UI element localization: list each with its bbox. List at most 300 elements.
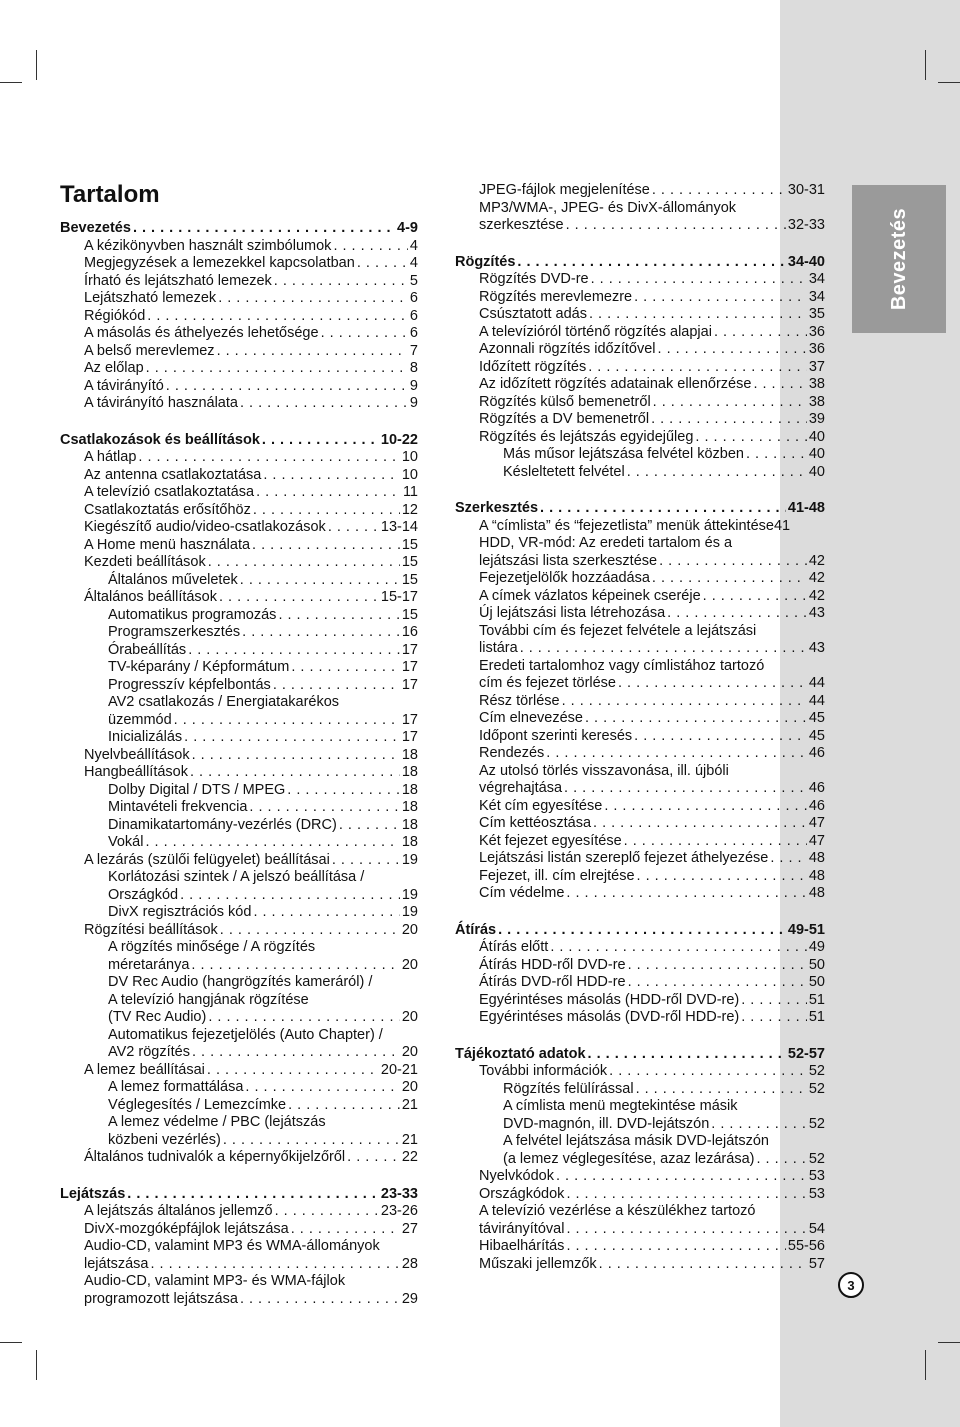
toc-entry-title: Progresszív képfelbontás — [108, 676, 271, 693]
dot-leader — [288, 1097, 400, 1115]
toc-entry-title: közbeni vezérlés) — [108, 1131, 221, 1148]
dot-leader — [634, 728, 807, 746]
dot-leader — [146, 360, 408, 378]
toc-entry-page: 21 — [401, 1131, 418, 1148]
toc-entry-page: 17 — [401, 659, 418, 675]
toc-entry — [455, 359, 825, 377]
toc-entry — [60, 1027, 418, 1045]
dot-leader — [166, 378, 408, 396]
toc-entry-page: 12 — [401, 501, 418, 518]
toc-entry-title: Cím védelme — [479, 885, 565, 901]
toc-entry — [60, 729, 418, 747]
toc-entry — [60, 1079, 418, 1097]
toc-entry — [60, 1291, 418, 1309]
dot-leader — [520, 640, 807, 658]
toc-entry-title: méretaránya — [108, 956, 190, 973]
toc-entry-title: JPEG-fájlok megjelenítése — [479, 182, 650, 198]
dot-leader — [208, 554, 400, 572]
toc-entry — [60, 537, 418, 555]
toc-entry-title: Lejátszási listán szereplő fejezet áthelyezése — [479, 850, 769, 866]
crop-mark — [36, 50, 37, 80]
toc-entry — [60, 467, 418, 485]
toc-entry-page: 22 — [401, 1149, 418, 1165]
toc-entry-title: Az utolsó törlés visszavonása, ill. újbóli — [479, 762, 729, 779]
toc-entry-page: 50 — [808, 956, 825, 973]
toc-entry — [60, 589, 418, 607]
toc-entry — [455, 1133, 825, 1151]
toc-entry — [60, 607, 418, 625]
toc-entry-page: 51 — [808, 1009, 825, 1025]
toc-entry-page: 37 — [808, 358, 825, 375]
toc-entry — [455, 182, 825, 200]
toc-entry-title: A címlista menü megtekintése másik — [503, 1098, 738, 1114]
toc-entry-title: Nyelvbeállítások — [84, 746, 190, 763]
toc-entry-title: Bevezetés — [60, 220, 131, 236]
toc-entry-page: 40 — [808, 446, 825, 462]
toc-entry — [455, 1203, 825, 1221]
toc-entry-page: 17 — [401, 641, 418, 658]
toc-entry — [455, 798, 825, 816]
toc-entry — [455, 394, 825, 412]
toc-entry-title: lejátszási lista szerkesztése — [479, 552, 658, 569]
dot-leader — [192, 1044, 400, 1062]
toc-entry — [455, 1151, 825, 1169]
toc-entry-page: 20 — [401, 1079, 418, 1095]
dot-leader — [147, 308, 408, 326]
dot-leader — [634, 289, 807, 307]
dot-leader — [652, 182, 786, 200]
dot-leader — [653, 394, 807, 412]
toc-entry-title: Programszerkesztés — [108, 624, 241, 640]
toc-entry-title: Azonnali rögzítés időzítővel — [479, 341, 656, 357]
toc-section-heading — [455, 1046, 825, 1064]
dot-leader — [593, 815, 807, 833]
page-number: 3 — [838, 1272, 864, 1298]
dot-leader — [627, 464, 807, 482]
toc-entry-page: 8 — [409, 360, 418, 376]
toc-entry-title: Szerkesztés — [455, 500, 539, 516]
toc-entry-page: 48 — [808, 850, 825, 866]
dot-leader — [347, 1149, 400, 1167]
toc-entry — [60, 834, 418, 852]
toc-entry-page: 10 — [401, 466, 418, 483]
toc-entry — [60, 502, 418, 520]
toc-entry-page: 48 — [808, 867, 825, 884]
toc-entry-page: 15 — [401, 536, 418, 553]
toc-entry-title: Két fejezet egyesítése — [479, 832, 622, 849]
toc-entry-page: 36 — [808, 341, 825, 357]
toc-entry — [455, 974, 825, 992]
dot-leader — [618, 675, 807, 693]
crop-mark — [938, 1342, 960, 1343]
toc-entry-title: Írható és lejátszható lemezek — [84, 272, 272, 289]
toc-entry — [455, 1081, 825, 1099]
toc-entry-page: 53 — [808, 1168, 825, 1184]
section-gap — [455, 235, 825, 254]
dot-leader — [184, 729, 400, 747]
toc-entry-title: Hangbeállítások — [84, 764, 188, 780]
toc-entry-title: Kezdeti beállítások — [84, 554, 206, 570]
toc-entry-title: Két cím egyesítése — [479, 797, 603, 814]
toc-entry — [455, 1168, 825, 1186]
toc-entry-page: 9 — [409, 395, 418, 411]
toc-entry-page: 42 — [808, 570, 825, 586]
toc-entry — [60, 887, 418, 905]
toc-entry-title: A másolás és áthelyezés lehetősége — [84, 325, 319, 341]
toc-entry — [60, 799, 418, 817]
dot-leader — [242, 624, 400, 642]
dot-leader — [127, 1186, 379, 1204]
toc-entry-title: AV2 csatlakozás / Energiatakarékos — [108, 694, 340, 710]
toc-entry-page: 52 — [808, 1063, 825, 1079]
toc-entry — [60, 974, 418, 992]
dot-leader — [218, 290, 408, 308]
dot-leader — [695, 429, 806, 447]
toc-entry-page: 6 — [409, 290, 418, 306]
toc-entry-page: 52 — [808, 1150, 825, 1167]
toc-entry — [60, 1238, 418, 1256]
toc-entry-title: A kézikönyvben használt szimbólumok — [84, 237, 332, 254]
toc-entry-title: MP3/WMA-, JPEG- és DivX-állományok — [479, 199, 737, 216]
toc-entry-title: Az antenna csatlakoztatása — [84, 466, 262, 483]
toc-entry — [60, 1256, 418, 1274]
toc-entry — [60, 764, 418, 782]
dot-leader — [546, 745, 807, 763]
toc-entry-title: További információk — [479, 1063, 608, 1079]
toc-entry — [60, 484, 418, 502]
dot-leader — [741, 1009, 807, 1027]
toc-entry-page: 7 — [409, 342, 418, 359]
toc-entry-page: 20 — [401, 1009, 418, 1025]
toc-entry-title: Csatlakozások és beállítások — [60, 431, 260, 448]
toc-entry-page: 42 — [808, 552, 825, 569]
toc-entry-title: A rögzítés minősége / A rögzítés — [108, 939, 316, 955]
toc-entry-title: Véglegesítés / Lemezcímke — [108, 1096, 287, 1113]
dot-leader — [585, 710, 807, 728]
toc-entry-title: Megjegyzések a lemezekkel kapcsolatban — [84, 255, 355, 271]
toc-entry — [455, 464, 825, 482]
toc-entry — [455, 675, 825, 693]
dot-leader — [240, 572, 400, 590]
dot-leader — [703, 588, 807, 606]
toc-entry — [455, 1009, 825, 1027]
toc-entry-title: Hibaelhárítás — [479, 1238, 565, 1254]
toc-entry-title: Lejátszható lemezek — [84, 290, 217, 306]
toc-entry-page: 47 — [808, 832, 825, 849]
dot-leader — [566, 1238, 785, 1256]
toc-entry — [60, 308, 418, 326]
toc-entry — [455, 763, 825, 781]
toc-entry — [60, 992, 418, 1010]
toc-entry-title: távirányítóval — [479, 1220, 565, 1237]
crop-mark — [36, 1350, 37, 1380]
dot-leader — [756, 1151, 806, 1169]
toc-entry — [60, 817, 418, 835]
toc-entry-title: A belső merevlemez — [84, 342, 215, 359]
dot-leader — [636, 1081, 807, 1099]
dot-leader — [566, 885, 806, 903]
toc-entry-title: Az előlap — [84, 360, 144, 376]
page-title: Tartalom — [60, 181, 160, 208]
toc-entry-page: 49-51 — [787, 921, 825, 938]
toc-entry-page: 53 — [808, 1185, 825, 1202]
section-gap — [455, 1027, 825, 1046]
toc-entry-title: (a lemez véglegesítése, azaz lezárása) — [503, 1150, 755, 1167]
toc-entry-title: (TV Rec Audio) — [108, 1009, 207, 1025]
toc-entry — [60, 939, 418, 957]
toc-entry-title: Csatlakoztatás erősítőhöz — [84, 501, 251, 518]
dot-leader — [180, 887, 400, 905]
toc-entry-title: listára — [479, 640, 518, 656]
toc-entry-title: Rögzítés merevlemezre — [479, 288, 633, 305]
toc-entry — [455, 324, 825, 342]
toc-entry — [60, 869, 418, 887]
section-gap — [455, 903, 825, 922]
section-tab — [852, 185, 946, 333]
toc-entry-title: végrehajtása — [479, 780, 563, 796]
toc-entry-page: 52 — [808, 1115, 825, 1132]
toc-entry-page: 43 — [808, 640, 825, 656]
toc-entry-page: 40 — [808, 428, 825, 445]
toc-entry-page: 40 — [808, 463, 825, 480]
section-gap — [60, 1167, 418, 1186]
toc-entry-page: 21 — [401, 1096, 418, 1113]
toc-entry-page: 29 — [401, 1290, 418, 1307]
toc-entry-page: 9 — [409, 377, 418, 394]
toc-entry-title: Rögzítés külső bemenetről — [479, 393, 651, 410]
toc-entry — [455, 745, 825, 763]
toc-entry — [60, 922, 418, 940]
toc-entry-page: 15-17 — [380, 589, 418, 605]
toc-entry — [60, 712, 418, 730]
toc-entry-page: 28 — [401, 1255, 418, 1272]
toc-entry-title: Általános műveletek — [108, 571, 238, 588]
toc-entry-title: A lezárás (szülői felügyelet) beállításai — [84, 851, 330, 868]
dot-leader — [217, 343, 408, 361]
toc-entry-title: DVD-magnón, ill. DVD-lejátszón — [503, 1115, 710, 1132]
toc-entry — [455, 1256, 825, 1274]
dot-leader — [589, 306, 807, 324]
toc-entry-page: 11 — [402, 484, 418, 500]
toc-entry-page: 4 — [409, 255, 418, 271]
toc-entry-page: 17 — [401, 729, 418, 745]
toc-entry-title: Cím elnevezése — [479, 710, 583, 726]
crop-mark — [938, 82, 960, 83]
dot-leader — [145, 834, 399, 852]
toc-entry-page: 23-26 — [380, 1203, 418, 1219]
dot-leader — [599, 1256, 807, 1274]
dot-leader — [498, 922, 786, 940]
toc-section-heading — [60, 432, 418, 450]
toc-entry-title: Rögzítés a DV bemenetről — [479, 411, 650, 427]
toc-entry — [455, 1063, 825, 1081]
toc-entry — [60, 1062, 418, 1080]
toc-entry-page: 34 — [808, 271, 825, 287]
toc-entry — [455, 710, 825, 728]
toc-entry — [60, 852, 418, 870]
toc-entry-page: 19 — [401, 904, 418, 920]
dot-leader — [208, 1009, 400, 1027]
dot-leader — [624, 833, 807, 851]
toc-entry-page: 15 — [401, 554, 418, 570]
dot-leader — [240, 395, 408, 413]
toc-entry — [60, 747, 418, 765]
toc-entry-title: Átírás előtt — [479, 939, 549, 955]
toc-entry-title: A távirányító használata — [84, 395, 238, 411]
toc-entry-title: Egyérintéses másolás (HDD-ről DVD-re) — [479, 991, 740, 1008]
dot-leader — [604, 798, 807, 816]
toc-entry-page: 27 — [401, 1220, 418, 1237]
toc-entry — [60, 360, 418, 378]
toc-entry-page: 34-40 — [787, 253, 825, 270]
dot-leader — [714, 324, 807, 342]
toc-entry — [60, 1009, 418, 1027]
toc-entry-title: A “címlista” és “fejezetlista” menük áttekintése — [479, 517, 774, 534]
dot-leader — [240, 1291, 400, 1309]
toc-entry-page: 20 — [401, 1044, 418, 1060]
toc-entry-page: 54 — [808, 1220, 825, 1237]
toc-entry — [60, 782, 418, 800]
dot-leader — [566, 1221, 806, 1239]
dot-leader — [253, 502, 400, 520]
toc-entry-page: 36 — [808, 323, 825, 340]
dot-leader — [220, 922, 400, 940]
toc-entry-page: 15 — [401, 571, 418, 588]
toc-entry — [455, 429, 825, 447]
toc-entry-title: A Home menü használata — [84, 536, 251, 553]
dot-leader — [591, 271, 807, 289]
toc-entry-title: Rész törlése — [479, 692, 560, 709]
toc-entry-title: Az időzített rögzítés adatainak ellenőrzése — [479, 376, 752, 392]
dot-leader — [550, 939, 807, 957]
toc-entry-title: Műszaki jellemzők — [479, 1255, 597, 1272]
toc-entry — [60, 1221, 418, 1239]
dot-leader — [357, 255, 408, 273]
toc-entry-title: Dolby Digital / DTS / MPEG — [108, 781, 286, 798]
toc-entry-title: Audio-CD, valamint MP3- és WMA-fájlok — [84, 1273, 346, 1289]
toc-entry-page: 38 — [808, 376, 825, 392]
dot-leader — [273, 677, 400, 695]
toc-entry — [60, 1273, 418, 1291]
toc-entry-page: 10 — [401, 449, 418, 465]
dot-leader — [150, 1256, 399, 1274]
toc-entry-title: Időzített rögzítés — [479, 358, 587, 375]
toc-entry-page: 49 — [808, 939, 825, 955]
toc-entry-page: 10-22 — [380, 431, 418, 448]
toc-entry — [455, 271, 825, 289]
toc-section-heading — [60, 1186, 418, 1204]
toc-entry-title: A lejátszás általános jellemző — [84, 1203, 273, 1219]
toc-entry-page: 46 — [808, 780, 825, 796]
toc-entry-page: 44 — [808, 692, 825, 709]
toc-entry-title: Késleltetett felvétel — [503, 463, 625, 480]
toc-entry-title: Nyelvkódok — [479, 1168, 554, 1184]
dot-leader — [287, 782, 400, 800]
dot-leader — [540, 500, 786, 518]
section-gap — [60, 413, 418, 432]
dot-leader — [658, 341, 807, 359]
toc-entry-title: DivX regisztrációs kód — [108, 904, 252, 920]
toc-entry-title: Automatikus fejezetjelölés (Auto Chapter) / — [108, 1026, 383, 1043]
toc-entry-title: Általános beállítások — [84, 589, 217, 605]
toc-entry-title: Csúsztatott adás — [479, 306, 587, 322]
toc-entry — [455, 1221, 825, 1239]
dot-leader — [753, 376, 806, 394]
toc-entry — [60, 290, 418, 308]
toc-entry — [60, 1044, 418, 1062]
dot-leader — [339, 817, 400, 835]
toc-section-heading — [455, 500, 825, 518]
dot-leader — [588, 359, 807, 377]
toc-entry-title: A felvétel lejátszása másik DVD-lejátszón — [503, 1133, 769, 1149]
toc-section-heading — [455, 922, 825, 940]
toc-entry-title: Országkód — [108, 886, 179, 903]
dot-leader — [667, 605, 807, 623]
toc-entry-title: A lemez beállításai — [84, 1061, 205, 1078]
toc-entry — [455, 605, 825, 623]
toc-entry-title: A televízió vezérlése a készülékhez tartozó — [479, 1203, 756, 1219]
toc-entry — [60, 904, 418, 922]
toc-entry — [455, 200, 825, 218]
dot-leader — [133, 220, 395, 238]
toc-entry-title: Inicializálás — [108, 729, 183, 745]
dot-leader — [207, 1062, 379, 1080]
toc-entry-title: Fejezetjelölők hozzáadása — [479, 570, 650, 586]
toc-entry — [455, 992, 825, 1010]
toc-entry-title: Korlátozási szintek / A jelszó beállítása / — [108, 869, 365, 885]
toc-entry-page: 50 — [808, 974, 825, 990]
toc-entry-title: TV-képarány / Képformátum — [108, 659, 290, 675]
toc-entry — [60, 1203, 418, 1221]
toc-entry-page: 6 — [409, 307, 418, 324]
dot-leader — [249, 799, 399, 817]
toc-entry-title: AV2 rögzítés — [108, 1044, 190, 1060]
toc-entry — [60, 449, 418, 467]
toc-entry-page: 4-9 — [397, 220, 418, 236]
toc-entry-page: 18 — [401, 781, 418, 798]
toc-entry — [455, 446, 825, 464]
dot-leader — [711, 1116, 807, 1134]
dot-leader — [517, 254, 785, 272]
toc-entry — [455, 780, 825, 798]
toc-entry-title: Órabeállítás — [108, 641, 187, 658]
dot-leader — [770, 850, 807, 868]
toc-entry — [60, 1097, 418, 1115]
toc-entry-title: szerkesztése — [479, 217, 564, 233]
toc-entry-page: 4 — [409, 237, 418, 254]
dot-leader — [652, 570, 807, 588]
toc-entry — [60, 343, 418, 361]
dot-leader — [328, 519, 379, 537]
toc-entry-title: cím és fejezet törlése — [479, 675, 616, 691]
toc-entry-title: Fejezet, ill. cím elrejtése — [479, 867, 635, 884]
toc-entry-page: 20-21 — [380, 1061, 418, 1078]
toc-entry-page: 43 — [808, 605, 825, 621]
toc-entry-title: Lejátszás — [60, 1185, 126, 1202]
toc-entry-title: A hátlap — [84, 449, 137, 465]
dot-leader — [651, 411, 807, 429]
toc-entry-title: DivX-mozgóképfájlok lejátszása — [84, 1220, 289, 1237]
toc-entry-page: 18 — [401, 764, 418, 780]
toc-entry — [60, 395, 418, 413]
dot-leader — [223, 1132, 400, 1150]
toc-entry-title: Átírás — [455, 921, 497, 938]
toc-entry — [455, 1186, 825, 1204]
toc-entry — [60, 1149, 418, 1167]
toc-entry-title: A televízió csatlakoztatása — [84, 484, 255, 500]
toc-entry-page: 46 — [808, 745, 825, 761]
toc-entry — [455, 1238, 825, 1256]
